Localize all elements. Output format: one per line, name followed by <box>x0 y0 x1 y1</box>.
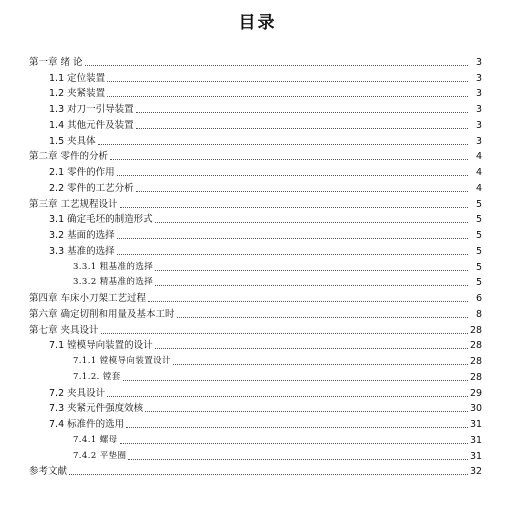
toc-entry-page-number: 28 <box>470 324 483 336</box>
toc-entry-text: 7.3 夹紧元件强度效核 <box>49 403 144 415</box>
toc-entry[interactable] <box>29 178 482 194</box>
toc-entry-page-number: 29 <box>470 387 483 399</box>
toc-entry-page-number: 28 <box>470 371 483 383</box>
toc-entry-page-number: 3 <box>475 104 482 115</box>
toc-entry-text: 2.2 零件的工艺分析 <box>49 182 134 194</box>
toc-entry-page-number: 3 <box>475 88 482 100</box>
toc-entry[interactable] <box>29 430 482 446</box>
toc-dot-leader <box>126 427 468 428</box>
toc-entry[interactable] <box>29 147 482 163</box>
toc-entry-text: 7.1 镗模导向装置的设计 <box>49 340 153 352</box>
toc-entry[interactable] <box>29 52 482 68</box>
toc-entry-page-number: 4 <box>475 151 482 163</box>
toc-entry-text: 2.1 零件的作用 <box>49 167 115 178</box>
toc-entry-page-number: 28 <box>470 356 483 367</box>
toc-entry-page-number: 6 <box>475 293 482 304</box>
toc-dot-leader <box>123 380 468 381</box>
toc-entry[interactable] <box>29 257 482 273</box>
toc-entry-text: 参考文献 <box>29 466 68 478</box>
toc-entry[interactable] <box>29 99 482 115</box>
toc-entry-text: 3.2 基面的选择 <box>49 230 115 241</box>
toc-entry-text: 7.4.1 螺母 <box>73 434 118 445</box>
toc-entry-text: 1.5 夹具体 <box>49 135 96 147</box>
toc-entry-page-number: 5 <box>475 230 482 241</box>
toc-entry-text: 3.1 确定毛坯的制造形式 <box>49 214 153 226</box>
toc-entry[interactable] <box>29 194 482 210</box>
toc-dot-leader <box>107 81 468 82</box>
toc-dot-leader <box>69 474 468 475</box>
toc-entry[interactable] <box>29 84 482 100</box>
toc-entry-page-number: 5 <box>475 261 482 273</box>
toc-dot-leader <box>148 301 468 302</box>
toc-entry[interactable] <box>29 414 482 430</box>
toc-dot-leader <box>101 333 468 334</box>
toc-dot-leader <box>98 144 468 145</box>
toc-dot-leader <box>117 254 468 255</box>
toc-entry[interactable] <box>29 399 482 415</box>
toc-list <box>29 52 482 477</box>
toc-entry[interactable] <box>29 304 482 320</box>
toc-entry[interactable] <box>29 162 482 178</box>
toc-dot-leader <box>145 411 468 412</box>
toc-dot-leader <box>117 175 468 176</box>
toc-entry[interactable] <box>29 273 482 289</box>
toc-dot-leader <box>107 96 468 97</box>
toc-entry[interactable] <box>29 367 482 383</box>
toc-dot-leader <box>128 459 468 460</box>
toc-dot-leader <box>173 364 468 365</box>
toc-dot-leader <box>107 396 468 397</box>
toc-entry-page-number: 5 <box>475 214 482 226</box>
toc-entry[interactable] <box>29 225 482 241</box>
toc-entry-text: 1.1 定位装置 <box>49 72 106 84</box>
toc-entry-text: 第六章 确定切削和用量及基本工时 <box>29 308 175 320</box>
toc-entry-text: 7.4 标准件的选用 <box>49 419 125 430</box>
toc-entry-page-number: 5 <box>475 277 482 289</box>
toc-dot-leader <box>120 207 468 208</box>
toc-dot-leader <box>120 443 468 444</box>
toc-entry-text: 1.2 夹紧装置 <box>49 88 106 100</box>
toc-entry[interactable] <box>29 446 482 462</box>
toc-entry-text: 1.4 其他元件及装置 <box>49 119 134 131</box>
toc-entry-page-number: 31 <box>470 419 483 430</box>
toc-dot-leader <box>136 112 468 113</box>
toc-entry-page-number: 31 <box>470 450 483 462</box>
toc-dot-leader <box>85 65 468 66</box>
toc-entry-page-number: 30 <box>470 403 483 415</box>
toc-entry-page-number: 31 <box>470 434 483 446</box>
toc-entry-page-number: 28 <box>470 340 483 352</box>
toc-entry-text: 7.1.2. 镗套 <box>73 371 121 382</box>
toc-entry-page-number: 4 <box>475 167 482 178</box>
toc-entry[interactable] <box>29 68 482 84</box>
toc-dot-leader <box>155 222 468 223</box>
toc-dot-leader <box>117 238 468 239</box>
toc-dot-leader <box>177 317 468 318</box>
toc-entry[interactable] <box>29 320 482 336</box>
toc-entry[interactable] <box>29 383 482 399</box>
toc-entry[interactable] <box>29 131 482 147</box>
toc-entry-page-number: 4 <box>475 182 482 194</box>
toc-entry-page-number: 3 <box>475 56 482 68</box>
toc-entry[interactable] <box>29 288 482 304</box>
toc-entry-text: 7.2 夹具设计 <box>49 387 106 399</box>
toc-entry[interactable] <box>29 351 482 367</box>
toc-entry[interactable] <box>29 336 482 352</box>
toc-entry-page-number: 5 <box>475 198 482 210</box>
toc-entry-page-number: 3 <box>475 119 482 131</box>
toc-dot-leader <box>136 191 468 192</box>
toc-dot-leader <box>110 159 468 160</box>
toc-dot-leader <box>155 285 468 286</box>
toc-entry-text: 1.3 对刀一引导装置 <box>49 104 134 115</box>
toc-entry-text: 第七章 夹具设计 <box>29 324 99 336</box>
toc-dot-leader <box>155 270 468 271</box>
toc-entry[interactable] <box>29 462 482 478</box>
toc-entry[interactable] <box>29 115 482 131</box>
toc-entry-text: 第三章 工艺规程设计 <box>29 198 118 210</box>
toc-entry-text: 3.3.1 粗基准的选择 <box>73 261 154 272</box>
toc-entry-text: 7.4.2 平垫圈 <box>73 450 127 461</box>
toc-entry-page-number: 32 <box>470 466 483 478</box>
toc-dot-leader <box>136 128 468 129</box>
toc-entry-page-number: 8 <box>475 308 482 320</box>
toc-entry-text: 3.3.2 精基准的选择 <box>73 277 154 288</box>
toc-dot-leader <box>155 348 468 349</box>
toc-entry[interactable] <box>29 241 482 257</box>
toc-entry-text: 第一章 绪 论 <box>29 56 83 68</box>
toc-entry-page-number: 5 <box>475 245 482 257</box>
toc-entry-text: 3.3 基准的选择 <box>49 245 115 257</box>
toc-entry-text: 第四章 车床小刀架工艺过程 <box>29 293 147 304</box>
toc-entry-text: 7.1.1 镗模导向装置设计 <box>73 356 171 366</box>
toc-entry[interactable] <box>29 210 482 226</box>
toc-title: 目录 <box>238 13 277 33</box>
toc-entry-page-number: 3 <box>475 72 482 84</box>
toc-entry-page-number: 3 <box>475 135 482 147</box>
toc-entry-text: 第二章 零件的分析 <box>29 151 109 163</box>
